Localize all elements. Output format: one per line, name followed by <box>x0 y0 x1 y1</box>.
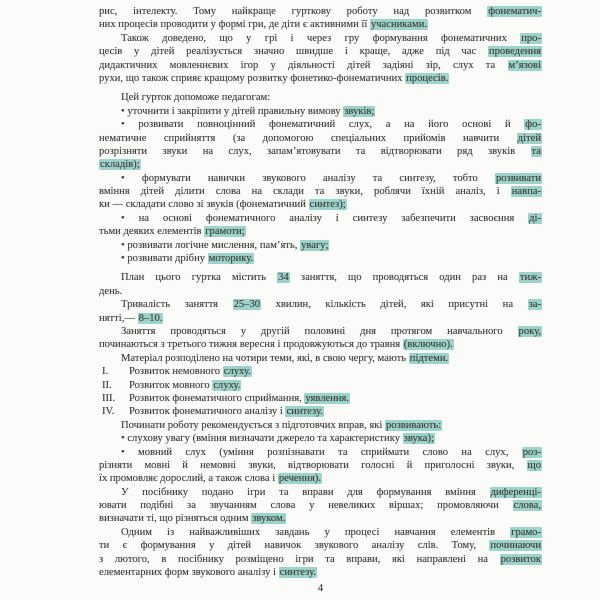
highlight-mark: 25–30 <box>233 299 261 311</box>
text-line: їх промовляє дорослий, а також слова і речення). <box>99 473 322 485</box>
highlight-mark: речення). <box>278 473 322 485</box>
text-line: • на основі фонематичного аналізу і синтезу забезпечити засвоєння ді- <box>121 212 541 224</box>
bullet-item <box>99 446 542 486</box>
paragraph <box>99 5 542 32</box>
page-footer <box>99 582 542 595</box>
highlight-mark: проведення <box>488 46 541 58</box>
list-numeral: II. <box>102 379 112 391</box>
bullet-item <box>99 239 542 252</box>
bullet-item <box>99 118 542 172</box>
highlight-mark: 8–10. <box>138 312 163 324</box>
list-numeral: III. <box>102 392 116 404</box>
text-line: елементарних форм звукового аналізу і синтезу. <box>99 567 316 579</box>
highlight-mark: дітей <box>517 132 541 144</box>
highlight-mark: складів); <box>100 159 140 171</box>
paragraph <box>99 419 542 432</box>
highlight-mark: звука); <box>403 433 434 445</box>
highlight-mark: тиж- <box>519 272 541 284</box>
highlight-mark: уявлення. <box>305 392 350 404</box>
list-item <box>99 379 542 392</box>
highlight-mark: що <box>527 459 541 471</box>
highlight-mark: учасниками. <box>370 19 428 31</box>
highlight-mark: починаючи <box>490 540 541 552</box>
text-line: Також доведено, що у грі і через гру формування фонематичних про- <box>121 32 541 44</box>
text-line: нятті,— 8–10. <box>99 312 163 324</box>
highlight-mark: слуху. <box>213 379 241 391</box>
bullet-item <box>99 252 542 265</box>
highlight-mark: увагу; <box>301 239 329 251</box>
paragraph <box>99 298 542 325</box>
highlight-mark: підтеми. <box>409 352 449 364</box>
highlight-mark: навпа- <box>511 186 541 198</box>
highlight-mark: звуків; <box>344 105 375 117</box>
highlight-mark: ді- <box>529 212 541 224</box>
paragraph <box>99 91 542 104</box>
list-numeral: IV. <box>102 406 115 418</box>
highlight-mark: роз- <box>522 446 541 458</box>
text-line: I. Розвиток немовного слуху. <box>102 366 251 378</box>
text-line: рухи, що також сприяє кращому розвитку фонетико-фонематичних процесів. <box>99 72 449 84</box>
text-line: ювати подібні за звучанням слова у невеликих віршах; промовляючи слова, <box>99 500 541 512</box>
text-line: з лютого, в посібнику розміщено ігри та вправи, які направлені на розвиток <box>99 553 541 565</box>
text-line: розрізняти звуки на слух, запам’ятовувати та відтворювати ряд звуків та <box>99 145 541 157</box>
highlight-mark: (включно). <box>403 339 453 351</box>
highlight-mark: синтезу. <box>286 406 323 418</box>
highlight-mark: процесів. <box>406 72 449 84</box>
highlight-mark: слуху. <box>223 366 251 378</box>
highlight-mark: синтезу. <box>279 567 316 579</box>
text-line: • мовний слух (уміння розпізнавати та сприймати слово на слух, роз- <box>121 446 541 458</box>
text-line: • розвивати повноцінний фонематичний слух, а на його основі й фо- <box>121 119 541 131</box>
highlight-mark: м’язові <box>508 59 541 71</box>
text-line: вміння дітей ділити слова на склади та звуки, роблячи їхній аналіз, і навпа- <box>99 186 541 198</box>
paragraph <box>99 352 542 365</box>
bullet-item <box>99 105 542 118</box>
text-line: Цей гурток допоможе педагогам: <box>121 92 271 104</box>
text-line: визначати ті, що різняться одним звуком. <box>99 513 286 525</box>
text-line: починаються з третього тижня вересня і продовжуються до травня (включно). <box>99 339 453 351</box>
paragraph <box>99 271 542 298</box>
text-line: цесів у дітей реалізується значно швидше і краще, адже під час проведення <box>99 46 541 58</box>
highlight-mark: року, <box>518 325 541 337</box>
list-item <box>99 392 542 405</box>
highlight-mark: розвивати <box>495 172 541 184</box>
highlight-mark: слова, <box>513 500 541 512</box>
text-line <box>99 158 542 171</box>
text-line: ки — складати слово зі звуків (фонематичний синтез); <box>99 199 346 211</box>
highlight-mark: про- <box>521 32 541 44</box>
text-line: • розвивати логічне мислення, пам’ять, увагу; <box>121 239 329 251</box>
text-line: Одним із найважливіших завдань у процесі навчання елементів грамо- <box>121 526 541 538</box>
bullet-item <box>99 432 542 445</box>
text-column <box>99 5 542 579</box>
text-line: • розвивати дрібну моторику. <box>121 253 254 265</box>
bullet-item <box>99 212 542 239</box>
text-line: ти є формування у дітей навичок звукового аналізу слів. Тому, починаючи <box>99 540 541 552</box>
highlight-mark: фо- <box>525 119 541 131</box>
highlight-mark: за- <box>528 299 541 311</box>
text-line: III. Розвиток фонематичного сприймання, уявлення. <box>102 392 350 404</box>
text-line: II. Розвиток мовного слуху. <box>102 379 241 391</box>
text-line: • слухову увагу (вміння визначати джерело та характеристику звука); <box>121 433 434 445</box>
highlight-mark: синтез); <box>309 199 346 211</box>
paragraph <box>99 486 542 526</box>
list-item <box>99 365 542 378</box>
text-line: тьми деяких елементів грамоти; <box>99 226 245 238</box>
text-line: Заняття проводяться у другій половині дня протягом навчального року, <box>121 325 541 337</box>
highlight-mark: розвиток <box>500 553 541 565</box>
list-item <box>99 405 542 418</box>
text-line: дидактичних мовленнєвих ігор у діяльності дітей задіяні зір, слух та м’язові <box>99 59 541 71</box>
text-line: рис, інтелекту. Тому найкраще гурткову роботу над розвитком фонематич- <box>99 6 541 17</box>
page-number: 4 <box>317 583 324 595</box>
text-line: • формувати навички звукового аналізу та синтезу, тобто розвивати <box>121 172 541 184</box>
list-numeral: I. <box>102 366 109 378</box>
highlight-mark: фонематич- <box>488 6 541 17</box>
text-line: Тривалість заняття 25–30 хвилин, кількість дітей, які присутні на за- <box>121 299 541 311</box>
paragraph <box>99 526 542 580</box>
paragraph <box>99 32 542 86</box>
highlight-mark: диференці- <box>490 486 541 498</box>
highlight-mark: моторику. <box>208 253 254 265</box>
text-line: • уточнити і закріпити у дітей правильну вимову звуків; <box>121 105 375 117</box>
text-line: Матеріал розподілено на чотири теми, які, в свою чергу, мають підтеми. <box>121 352 449 364</box>
bullet-item <box>99 172 542 212</box>
text-line: день. <box>99 285 123 297</box>
highlight-mark: та <box>531 145 541 157</box>
highlight-mark: грамоти; <box>205 226 245 238</box>
text-line: У посібнику подано ігри та вправи для формування вміння диференці- <box>121 486 541 498</box>
text-line: Починати роботу рекомендується з підготовчих вправ, які розвивають: <box>121 419 442 431</box>
highlight-mark: грамо- <box>511 526 541 538</box>
text-line: нематичне сприйняття (за допомогою спеціальних прийомів навчити дітей <box>99 132 541 144</box>
text-line: IV. Розвиток фонематичного аналізу і синтезу. <box>102 406 323 418</box>
highlight-mark: розвивають: <box>385 419 442 431</box>
text-line: План цього гуртка містить 34 заняття, що проводяться один раз на тиж- <box>121 272 541 284</box>
paragraph <box>99 325 542 352</box>
highlight-mark: звуком. <box>252 513 286 525</box>
text-line: них процесів проводити у формі гри, де діти є активними її учасниками. <box>99 19 428 31</box>
highlight-mark: 34 <box>278 272 289 284</box>
text-line: різняти мовні й немовні звуки, відтворювати голосні й приголосні звуки, що <box>99 459 541 471</box>
